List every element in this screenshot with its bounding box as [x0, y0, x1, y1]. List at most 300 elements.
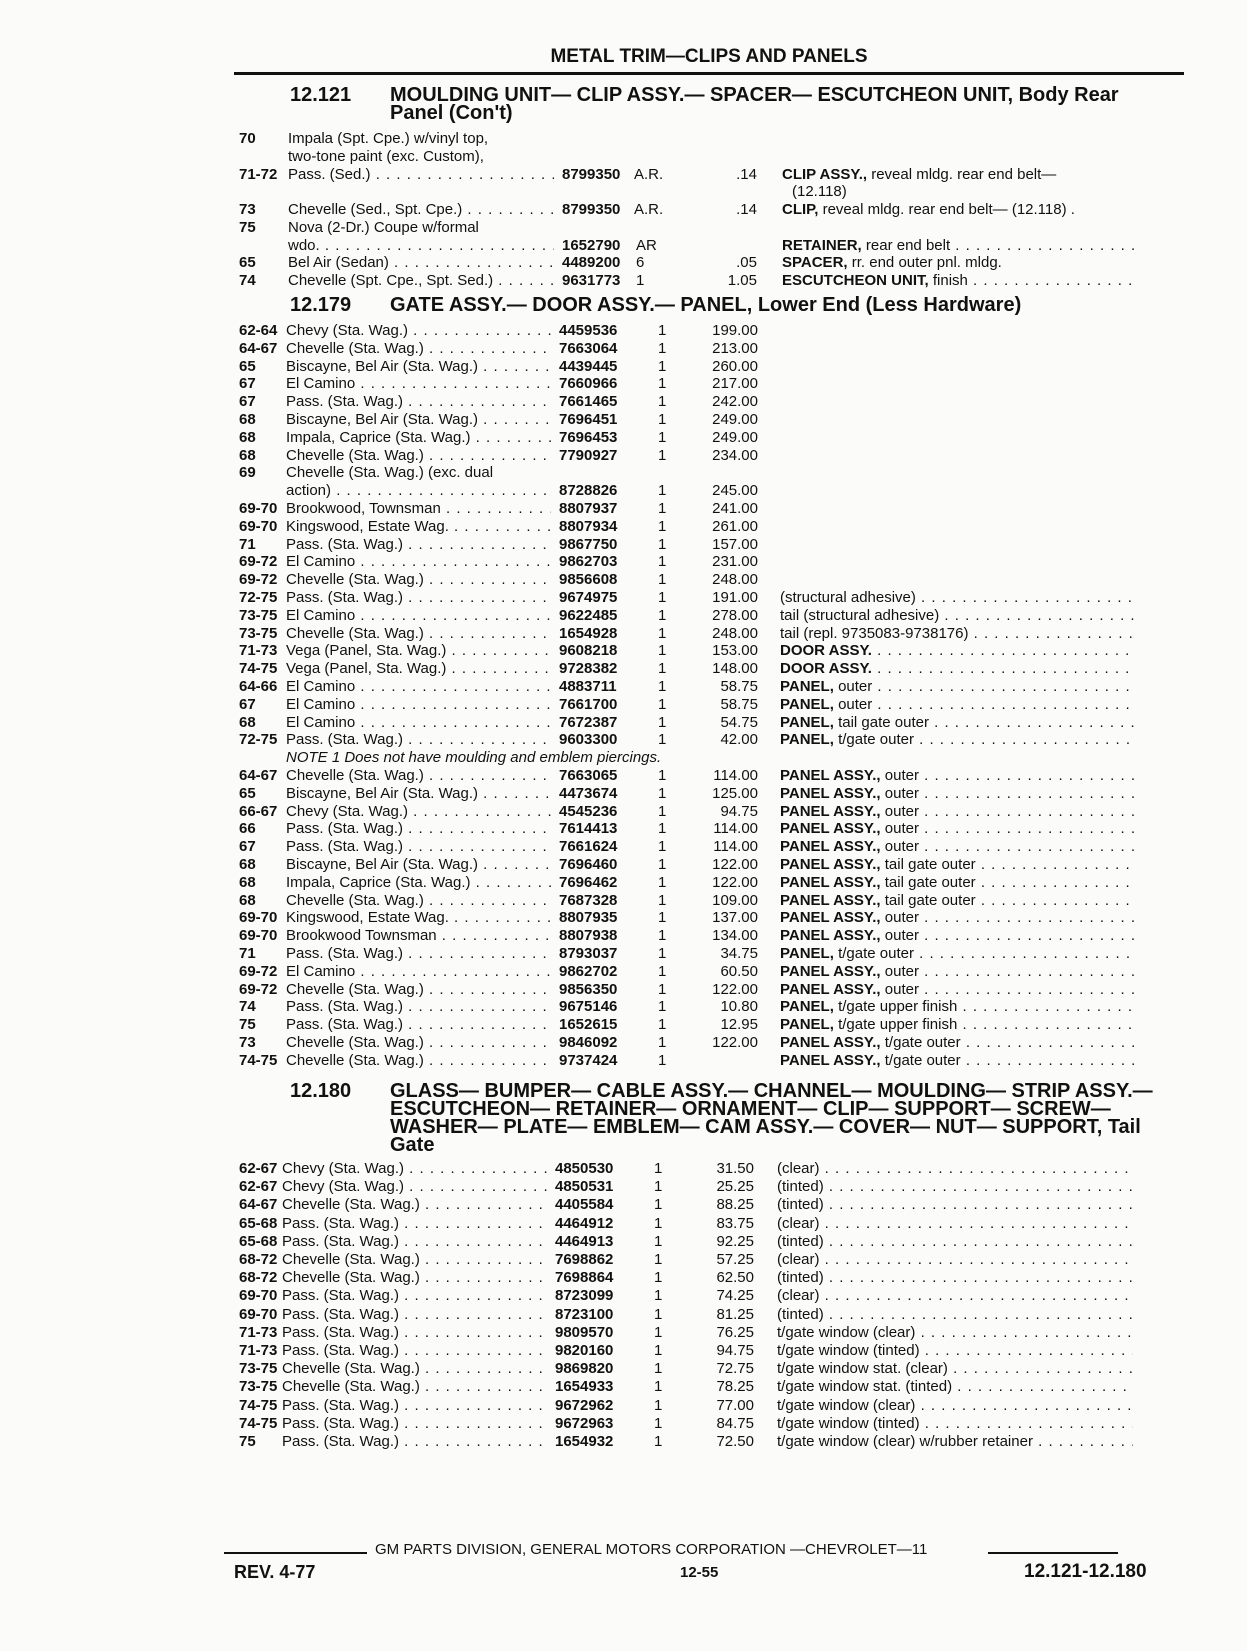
- year-range: 68: [239, 446, 256, 464]
- year-range: 68: [239, 856, 256, 873]
- header-rule: [234, 72, 1184, 75]
- year-range: 71: [239, 535, 256, 553]
- year-range: 71-72: [239, 165, 278, 183]
- part-number: 7663065: [559, 767, 618, 784]
- part-name: PANEL ASSY.,: [780, 767, 881, 784]
- year-range: 73: [239, 201, 256, 218]
- part-description: [780, 785, 1136, 803]
- table-row: [0, 1360, 1247, 1378]
- part-description: [777, 1306, 1133, 1324]
- list-price: 241.00: [712, 500, 758, 517]
- table-row: [0, 1215, 1247, 1233]
- part-number: 8807935: [559, 909, 618, 927]
- part-number: 9728382: [559, 660, 618, 678]
- model-description: Chevelle (Spt. Cpe., Spt. Sed.) . . .: [288, 272, 554, 290]
- list-price: 125.00: [712, 784, 758, 802]
- part-number: 7661700: [559, 695, 618, 713]
- list-price: .14: [736, 201, 757, 218]
- part-number: 8807934: [559, 517, 618, 535]
- model-description: Impala, Caprice (Sta. Wag.) . . .: [286, 429, 551, 447]
- list-price: 157.00: [712, 535, 758, 553]
- part-number: 7687328: [559, 891, 618, 909]
- model-description: Chevelle (Sta. Wag.) . . .: [282, 1196, 547, 1214]
- part-name: PANEL,: [780, 1016, 834, 1034]
- quantity: 1: [658, 339, 667, 357]
- part-number: 1652615: [559, 1016, 618, 1034]
- year-range: 66-67: [239, 802, 278, 820]
- part-name: PANEL ASSY.,: [780, 1051, 881, 1069]
- part-description: [777, 1269, 1133, 1287]
- part-description: [782, 201, 1138, 219]
- model-description: Kingswood, Estate Wag. . . .: [286, 518, 551, 536]
- list-price: 249.00: [712, 411, 758, 428]
- table-row: [0, 1016, 1247, 1034]
- section-note: NOTE 1 Does not have moulding and emblem piercings.: [286, 749, 662, 767]
- footer-rule-left: [224, 1552, 367, 1554]
- quantity: 1: [654, 1342, 663, 1359]
- part-number: 7663064: [559, 339, 618, 357]
- table-row: [0, 892, 1247, 910]
- model-description: two-tone paint (exc. Custom),: [288, 147, 484, 165]
- part-number: 9869820: [555, 1360, 614, 1378]
- part-name: PANEL ASSY.,: [780, 891, 881, 909]
- part-number: 4405584: [555, 1196, 614, 1214]
- quantity: 1: [658, 624, 667, 642]
- quantity: 1: [658, 1034, 667, 1051]
- part-detail: (tinted): [777, 1269, 824, 1287]
- quantity: 1: [654, 1214, 663, 1232]
- model-description: Chevelle (Sta. Wag.) . . .: [286, 892, 551, 910]
- quantity: 1: [658, 1016, 667, 1034]
- list-price: 34.75: [720, 945, 758, 962]
- quantity: 1: [658, 1051, 667, 1069]
- year-range: 64-67: [239, 767, 278, 784]
- part-number: 9672963: [555, 1414, 614, 1432]
- quantity: 1: [654, 1196, 663, 1214]
- table-row: [0, 1052, 1247, 1070]
- list-price: 242.00: [712, 393, 758, 411]
- list-price: 74.25: [716, 1287, 754, 1305]
- table-row: [0, 820, 1247, 838]
- year-range: 64-67: [239, 339, 278, 357]
- list-price: .05: [736, 254, 757, 272]
- part-detail: (tinted): [777, 1305, 824, 1323]
- list-price: 72.75: [716, 1360, 754, 1378]
- quantity: 1: [658, 535, 667, 553]
- part-detail: (clear): [777, 1251, 820, 1268]
- model-description: Vega (Panel, Sta. Wag.) . . .: [286, 642, 551, 660]
- part-detail: tail gate outer: [833, 713, 929, 731]
- quantity: 1: [658, 838, 667, 856]
- quantity: 1: [658, 642, 667, 660]
- part-description: [780, 1034, 1136, 1052]
- year-range: 73-75: [239, 1378, 278, 1396]
- part-name: PANEL ASSY.,: [780, 784, 881, 802]
- year-range: 68: [239, 873, 256, 891]
- part-name: SPACER,: [782, 254, 848, 272]
- year-range: 71: [239, 945, 256, 962]
- table-row: [0, 254, 1247, 272]
- quantity: 1: [658, 891, 667, 909]
- list-price: 62.50: [716, 1269, 754, 1287]
- year-range: 71-73: [239, 1342, 278, 1359]
- part-number: 4545236: [559, 802, 618, 820]
- table-row: [0, 1433, 1247, 1451]
- model-description: Pass. (Sta. Wag.) . . .: [286, 838, 551, 856]
- part-name: PANEL ASSY.,: [780, 873, 881, 891]
- table-row: [0, 767, 1247, 785]
- table-row: [0, 340, 1247, 358]
- part-detail: reveal mldg. rear end belt—: [867, 165, 1057, 183]
- part-number: 9867750: [559, 535, 618, 553]
- model-description: Pass. (Sed.) . . .: [288, 166, 554, 184]
- year-range: 72-75: [239, 589, 278, 606]
- part-number: 1654928: [559, 624, 618, 642]
- part-number: 7661624: [559, 838, 618, 856]
- part-name: PANEL,: [780, 678, 834, 695]
- year-range: 74: [239, 272, 256, 289]
- part-description: [780, 1052, 1136, 1070]
- model-description: Chevelle (Sta. Wag.) . . .: [286, 447, 551, 465]
- year-range: 68-72: [239, 1269, 278, 1287]
- part-detail: t/gate window (clear) w/rubber retainer: [777, 1433, 1033, 1450]
- table-row: [0, 166, 1247, 184]
- part-number: 8807938: [559, 927, 618, 945]
- part-description: [780, 927, 1136, 945]
- part-number: 9672962: [555, 1396, 614, 1414]
- table-row: [0, 322, 1247, 340]
- part-name: PANEL ASSY.,: [780, 856, 881, 873]
- quantity: 1: [654, 1414, 663, 1432]
- model-description: Chevelle (Sta. Wag.) . . .: [286, 571, 551, 589]
- year-range: 65: [239, 784, 256, 802]
- year-range: 65: [239, 254, 256, 272]
- model-description: Chevy (Sta. Wag.) . . .: [282, 1178, 547, 1196]
- part-number: 7696453: [559, 428, 618, 446]
- part-description: [777, 1287, 1133, 1305]
- table-row: [0, 1342, 1247, 1360]
- footer-rule-right: [988, 1552, 1118, 1554]
- model-description: Chevy (Sta. Wag.) . . .: [286, 322, 551, 340]
- table-row: [0, 1178, 1247, 1196]
- quantity: 1: [658, 553, 667, 571]
- part-number: 4459536: [559, 322, 618, 339]
- part-number: 4850531: [555, 1178, 614, 1196]
- list-price: 81.25: [716, 1305, 754, 1323]
- list-price: 10.80: [720, 998, 758, 1016]
- part-number: 7660966: [559, 375, 618, 393]
- quantity: 1: [658, 927, 667, 945]
- part-detail: outer: [880, 784, 919, 802]
- model-description: Chevelle (Sta. Wag.) . . .: [286, 625, 551, 643]
- quantity: 1: [658, 820, 667, 838]
- part-name: PANEL ASSY.,: [780, 927, 881, 945]
- part-number: 9862702: [559, 962, 618, 980]
- model-description: El Camino . . .: [286, 678, 551, 696]
- part-name: PANEL ASSY.,: [780, 802, 881, 820]
- list-price: 84.75: [716, 1414, 754, 1432]
- part-description: [777, 1215, 1133, 1233]
- quantity: 1: [658, 606, 667, 624]
- part-description: [780, 909, 1136, 927]
- part-description: [780, 838, 1136, 856]
- list-price: 109.00: [712, 891, 758, 909]
- year-range: 74-75: [239, 1414, 278, 1432]
- part-detail: rr. end outer pnl. mldg.: [847, 254, 1002, 272]
- year-range: 69-70: [239, 1287, 278, 1305]
- list-price: 77.00: [716, 1396, 754, 1414]
- part-detail: t/gate outer: [880, 1051, 961, 1069]
- part-detail: tail gate outer: [880, 873, 976, 891]
- part-description: [780, 678, 1136, 696]
- year-range: 69-70: [239, 1305, 278, 1323]
- quantity: 1: [658, 411, 667, 428]
- model-description: Brookwood Townsman . . .: [286, 927, 551, 945]
- quantity: 1: [658, 446, 667, 464]
- year-range: 69-72: [239, 962, 278, 980]
- part-name: PANEL ASSY.,: [780, 820, 881, 838]
- part-detail: t/gate window (clear): [777, 1323, 916, 1341]
- part-detail: t/gate outer: [833, 945, 914, 962]
- year-range: 74-75: [239, 660, 278, 678]
- year-range: 74-75: [239, 1396, 278, 1414]
- list-price: 83.75: [716, 1214, 754, 1232]
- year-range: 65: [239, 357, 256, 375]
- part-number: 9737424: [559, 1051, 618, 1069]
- part-number: 9608218: [559, 642, 618, 660]
- table-row: [0, 856, 1247, 874]
- part-description: [777, 1415, 1133, 1433]
- part-number: 9820160: [555, 1342, 614, 1359]
- quantity: 1: [658, 856, 667, 873]
- quantity: 1: [658, 767, 667, 784]
- part-number: 7696460: [559, 856, 618, 873]
- year-range: 75: [239, 1433, 256, 1450]
- table-row: [0, 1034, 1247, 1052]
- part-number: 1652790: [562, 236, 621, 254]
- part-detail: outer: [880, 927, 919, 945]
- model-description: Chevelle (Sed., Spt. Cpe.) . . .: [288, 201, 554, 219]
- list-price: 57.25: [716, 1251, 754, 1268]
- part-number: 9856350: [559, 980, 618, 998]
- quantity: 1: [654, 1178, 663, 1196]
- model-description: Chevy (Sta. Wag.) . . .: [282, 1160, 547, 1178]
- model-description: Chevelle (Sta. Wag.) . . .: [282, 1251, 547, 1269]
- quantity: 6: [636, 254, 645, 272]
- year-range: 68: [239, 713, 256, 731]
- part-name: PANEL,: [780, 945, 834, 962]
- table-row: [0, 411, 1247, 429]
- table-row: [0, 981, 1247, 999]
- table-row: [0, 130, 1247, 148]
- year-range: 68: [239, 891, 256, 909]
- quantity: 1: [654, 1232, 663, 1250]
- year-range: 67: [239, 393, 256, 411]
- model-description: Pass. (Sta. Wag.) . . .: [282, 1433, 547, 1451]
- list-price: 54.75: [720, 713, 758, 731]
- model-description: El Camino . . .: [286, 963, 551, 981]
- part-description: [782, 237, 1138, 255]
- list-price: 60.50: [720, 962, 758, 980]
- quantity: 1: [654, 1360, 663, 1378]
- model-description: Biscayne, Bel Air (Sta. Wag.) . . .: [286, 856, 551, 874]
- part-detail: t/gate outer: [833, 731, 914, 749]
- quantity: 1: [658, 393, 667, 411]
- quantity: AR: [636, 236, 657, 254]
- part-detail: outer: [880, 767, 919, 784]
- part-description: [777, 1324, 1133, 1342]
- model-description: Chevelle (Sta. Wag.) . . .: [286, 767, 551, 785]
- part-name: CLIP,: [782, 201, 819, 218]
- list-price: 12.95: [720, 1016, 758, 1034]
- footer-revision: REV. 4-77: [234, 1562, 316, 1582]
- year-range: 72-75: [239, 731, 278, 749]
- list-price: 78.25: [716, 1378, 754, 1396]
- list-price: 213.00: [712, 339, 758, 357]
- year-range: 70: [239, 130, 256, 147]
- year-range: 69: [239, 464, 256, 482]
- list-price: 248.00: [712, 624, 758, 642]
- quantity: 1: [658, 713, 667, 731]
- table-row: [0, 696, 1247, 714]
- part-detail: (structural adhesive): [780, 589, 916, 606]
- year-range: 67: [239, 375, 256, 393]
- list-price: 76.25: [716, 1323, 754, 1341]
- part-description: [780, 856, 1136, 874]
- model-description: Vega (Panel, Sta. Wag.) . . .: [286, 660, 551, 678]
- list-price: 25.25: [716, 1178, 754, 1196]
- part-detail: tail (structural adhesive): [780, 606, 940, 624]
- model-description: Chevy (Sta. Wag.) . . .: [286, 803, 551, 821]
- year-range: 74: [239, 998, 256, 1016]
- part-number: 8799350: [562, 201, 621, 218]
- quantity: 1: [658, 482, 667, 500]
- model-description: wdo. . . .: [288, 237, 554, 255]
- year-range: 71-73: [239, 642, 278, 660]
- model-description: Pass. (Sta. Wag.) . . .: [282, 1415, 547, 1433]
- table-row: [0, 1287, 1247, 1305]
- year-range: 69-70: [239, 500, 278, 517]
- table-row: [0, 1251, 1247, 1269]
- part-number: 8728826: [559, 482, 618, 500]
- table-row: [0, 589, 1247, 607]
- list-price: 114.00: [713, 820, 758, 838]
- list-price: 134.00: [712, 927, 758, 945]
- section-title: GATE ASSY.— DOOR ASSY.— PANEL, Lower End (Less Hardware): [390, 294, 1022, 316]
- table-row: [0, 272, 1247, 290]
- table-row: [0, 660, 1247, 678]
- quantity: 1: [654, 1433, 663, 1450]
- list-price: 199.00: [712, 322, 758, 339]
- part-name: PANEL ASSY.,: [780, 838, 881, 856]
- part-detail: (clear): [777, 1160, 820, 1177]
- list-price: 260.00: [712, 357, 758, 375]
- footer-section-range: 12.121-12.180: [1024, 1561, 1147, 1582]
- part-name: PANEL ASSY.,: [780, 909, 881, 927]
- part-number: 1654933: [555, 1378, 614, 1396]
- part-detail: t/gate outer: [880, 1034, 961, 1051]
- list-price: 137.00: [712, 909, 758, 927]
- model-description: Kingswood, Estate Wag. . . .: [286, 909, 551, 927]
- list-price: 1.05: [727, 272, 757, 289]
- part-detail: outer: [880, 802, 919, 820]
- year-range: 73: [239, 1034, 256, 1051]
- table-row: [0, 536, 1247, 554]
- list-price: 122.00: [712, 1034, 758, 1051]
- list-price: 94.75: [720, 802, 758, 820]
- quantity: 1: [658, 945, 667, 962]
- part-name: ESCUTCHEON UNIT,: [782, 272, 929, 289]
- part-description: [780, 660, 1136, 678]
- part-description: [780, 714, 1136, 732]
- quantity: 1: [658, 962, 667, 980]
- model-description: Chevelle (Sta. Wag.) . . .: [286, 340, 551, 358]
- table-row: [0, 874, 1247, 892]
- part-detail: tail gate outer: [880, 891, 976, 909]
- part-detail: outer: [880, 909, 919, 927]
- table-row: [0, 375, 1247, 393]
- year-range: 75: [239, 1016, 256, 1034]
- part-name: DOOR ASSY.: [780, 660, 872, 678]
- list-price: 148.00: [712, 660, 758, 678]
- model-description: Chevelle (Sta. Wag.) . . .: [286, 1052, 551, 1070]
- table-row: [0, 183, 1247, 201]
- part-number: 9622485: [559, 606, 618, 624]
- list-price: 234.00: [712, 446, 758, 464]
- year-range: 68-72: [239, 1251, 278, 1268]
- part-description: [777, 1378, 1133, 1396]
- table-row: [0, 909, 1247, 927]
- part-number: 7696462: [559, 873, 618, 891]
- quantity: 1: [658, 589, 667, 606]
- quantity: 1: [654, 1251, 663, 1268]
- list-price: 42.00: [720, 731, 758, 749]
- section-title: GLASS— BUMPER— CABLE ASSY.— CHANNEL— MOULDING— STRIP ASSY.— ESCUTCHEON— RETAINER— ORNAMENT— CLIP— SUPPORT— SCREW— WASHER— PLATE— EMBLEM— CAM ASSY.— COVER— NUT— SUPPORT, Tail Gate: [390, 1080, 1153, 1156]
- list-price: 72.50: [716, 1433, 754, 1450]
- model-description: Pass. (Sta. Wag.) . . .: [286, 589, 551, 607]
- year-range: 74-75: [239, 1051, 278, 1069]
- model-description: Pass. (Sta. Wag.) . . .: [286, 945, 551, 963]
- part-number: 7614413: [559, 820, 618, 838]
- part-number: 8793037: [559, 945, 618, 962]
- quantity: 1: [658, 802, 667, 820]
- table-row: [0, 945, 1247, 963]
- table-row: [0, 393, 1247, 411]
- part-number: 7790927: [559, 446, 618, 464]
- part-number: 9631773: [562, 272, 621, 289]
- model-description: Chevelle (Sta. Wag.) . . .: [282, 1269, 547, 1287]
- list-price: 88.25: [716, 1196, 754, 1214]
- part-number: 7696451: [559, 411, 618, 428]
- part-name: DOOR ASSY.: [780, 642, 872, 660]
- table-row: [0, 1160, 1247, 1178]
- part-number: 4850530: [555, 1160, 614, 1177]
- part-number: 4473674: [559, 784, 618, 802]
- year-range: 73-75: [239, 1360, 278, 1378]
- quantity: 1: [658, 873, 667, 891]
- page-header: METAL TRIM—CLIPS AND PANELS: [550, 46, 868, 67]
- model-description: Pass. (Sta. Wag.) . . .: [282, 1342, 547, 1360]
- list-price: 249.00: [712, 428, 758, 446]
- model-description: Pass. (Sta. Wag.) . . .: [282, 1324, 547, 1342]
- year-range: 65-68: [239, 1232, 278, 1250]
- list-price: 114.00: [713, 767, 758, 784]
- part-detail: rear end belt: [861, 236, 951, 254]
- table-row: [0, 927, 1247, 945]
- part-number: 9675146: [559, 998, 618, 1016]
- quantity: A.R.: [634, 165, 664, 183]
- list-price: 261.00: [712, 517, 758, 535]
